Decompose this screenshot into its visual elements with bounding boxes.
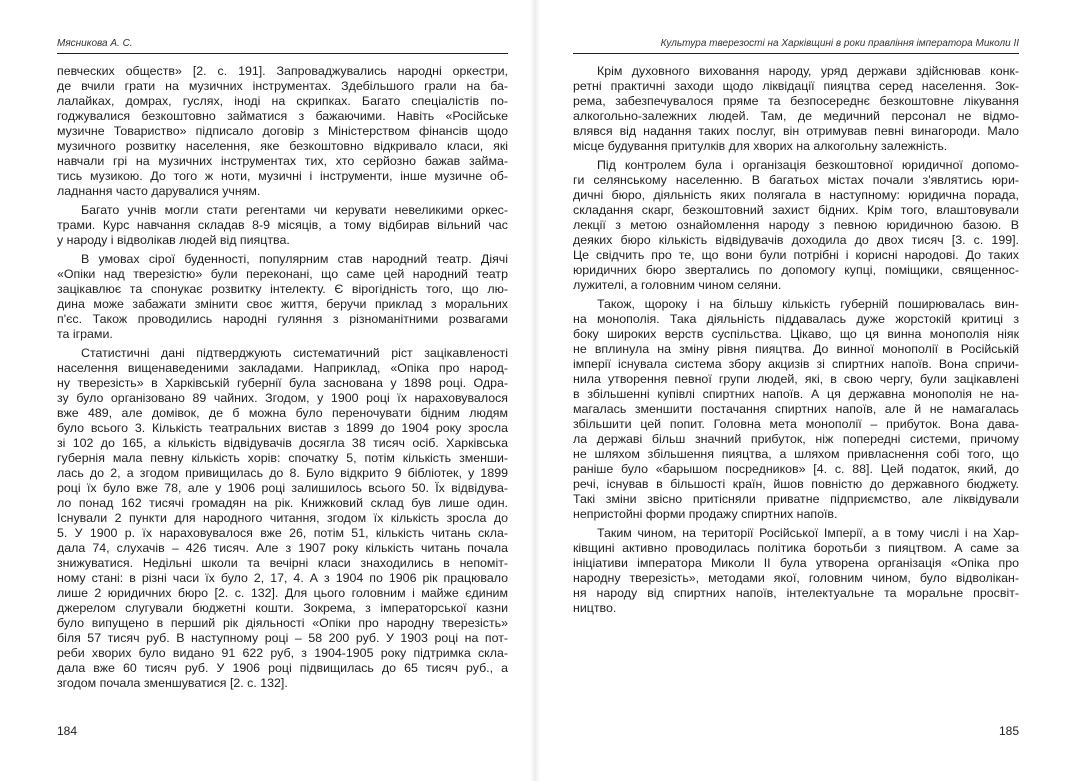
text-line: «Опіки над тверезістю» були переконані, що саме цей народний театр xyxy=(57,267,508,281)
text-line: п'єс. Також проводились народні гуляння з різноманітними розвагами xyxy=(57,312,508,326)
paragraph xyxy=(573,158,1019,293)
text-line: юридичних бюро звертались по допомогу купці, поміщики, священнос- xyxy=(573,263,1019,277)
text-line: складання скарг, безкоштовний захист бідних. Крім того, влаштовували xyxy=(573,203,1019,217)
text-line: ня народу від спиртних напоїв, інтелектуальне та моральне просвіт- xyxy=(573,586,1019,600)
text-line: не шляхом збільшення пияцтва, а шляхом привласнення собі того, що xyxy=(573,447,1019,461)
text-line: народну тверезість», методами якої, головним чином, було відволікан- xyxy=(573,571,1019,585)
page-number: 185 xyxy=(998,724,1019,738)
paragraph xyxy=(57,64,508,199)
text-line: Таким чином, на території Російської Імперії, а в тому числі і на Хар- xyxy=(597,526,1019,540)
paragraph xyxy=(57,203,508,248)
text-line: речі, існував в більшості країн, йшов повністю до державного бюджету. xyxy=(573,477,1019,491)
running-head-author: Мясникова А. С. xyxy=(57,38,508,54)
text-line: у народу і відволікав людей від пияцтва. xyxy=(57,233,290,247)
text-line: деяких бюро кількість відвідувачів доходила до двох тисяч [3. с. 199]. xyxy=(573,233,1019,247)
running-head-title: Культура тверезості на Харківщині в роки правління імператора Миколи II xyxy=(573,38,1019,54)
text-line: році їх було вже 78, але у 1906 році залишилось всього 50. Їх відвідува- xyxy=(57,481,508,495)
text-line: Багато учнів могли стати регентами чи керувати невеликими оркес- xyxy=(81,203,508,217)
text-line: Також, щороку і на більшу кількість губерній поширювалась вин- xyxy=(597,297,1019,311)
text-line: дина може забажати змінити своє життя, беручи приклад з моральних xyxy=(57,297,508,311)
text-line: та іграми. xyxy=(57,327,113,341)
text-line: рема, забезпечувалося пряме та безпосереднє безкоштовне лікування xyxy=(573,94,1019,108)
text-line: згодом почала зменшуватися [2. с. 132]. xyxy=(57,676,288,690)
text-line: місце будування притулків для хворих на алкогольну залежність. xyxy=(573,139,948,153)
text-line: ретні практичні заходи щодо ліквідації пияцтва серед населення. Зок- xyxy=(573,79,1019,93)
text-line: музичне Товариство» підписало договір з Міністерством фінансів щодо xyxy=(57,124,508,138)
page-number: 184 xyxy=(57,724,78,738)
text-line: ну тверезість» в Харківській губернії була заснована у 1898 році. Одра- xyxy=(57,376,508,390)
text-line: навчали грі на музичних інструментах тих, хто серйозно бажав займа- xyxy=(57,154,508,168)
text-line: тись музикою. До того ж ноти, музичні і інструменти, інше музичне об- xyxy=(57,169,508,183)
text-line: алкогольно-залежних людей. Там, де медичний персонал не відмо- xyxy=(573,109,1019,123)
text-line: Це свідчить про те, що вони були потрібні і корисні народові. До таких xyxy=(573,248,1019,262)
text-line: лась до 2, а згодом привищилась до 8. Було відкрито 9 бібліотек, у 1899 xyxy=(57,466,508,480)
text-line: магалась зменшити постачання спиртних напоїв, але й не намагалась xyxy=(573,402,1019,416)
text-line: Такі зміни звісно притісняли приватне підприємство, але ліквідували xyxy=(573,492,1019,506)
text-line: реби хворих було видано 91 622 руб, з 1904-1905 року підтримка скла- xyxy=(57,646,508,660)
text-line: було випущено в перший рік діяльності «Опіки про народну тверезість» xyxy=(57,616,508,630)
text-line: лалайках, домрах, гуслях, іноді на скрипках. Багато спеціалістів по- xyxy=(57,94,508,108)
text-line: музичного розвитку населення, яке безкоштовно відкривало класи, які xyxy=(57,139,508,153)
text-line: ініціативи імператора Миколи II була утворена організація «Опіка про xyxy=(573,556,1019,570)
text-line: населення вищенаведеними закладами. Наприклад, «Опіка про народ- xyxy=(57,361,508,375)
text-line: імперії існувала система збору акцизів зі спиртних напоїв. Вона спричи- xyxy=(573,357,1019,371)
text-line: збільшити цей попит. Головна мета монополії – прибуток. Вона дава- xyxy=(573,417,1019,431)
paragraph xyxy=(57,346,508,691)
text-line: раніше було «барышом посредников» [4. с. 88]. Цей податок, який, до xyxy=(573,462,1019,476)
text-line: влявся від надання таких послуг, він отримував певні винагороди. Мало xyxy=(573,124,1019,138)
text-line: годжувалися безкоштовно займатися з бажаючими. Навіть «Російське xyxy=(57,109,508,123)
left-page xyxy=(57,0,508,781)
right-page xyxy=(573,0,1019,781)
text-line: нила утворення певної групи людей, які, в свою чергу, були зацікавлені xyxy=(573,372,1019,386)
text-line: непристойні форми продажу спиртних напоїв. xyxy=(573,507,838,521)
text-line: ному стані: в різні часи їх було 2, 17, 4. А з 1904 по 1906 рік працювало xyxy=(57,571,508,585)
text-line: не вплинула на зміну рівня пияцтва. До винної монополії в Російській xyxy=(573,342,1019,356)
text-line: ги селянському населенню. В багатьох містах почали з'являтись юри- xyxy=(573,173,1019,187)
text-line: боку широких верств суспільства. Цікаво, що ця винна монополія ніяк xyxy=(573,327,1019,341)
text-line: дала 74, слухачів – 426 тисяч. Але з 1907 року кількість читань почала xyxy=(57,541,508,555)
text-line: 5. У 1900 р. їх нараховувалося вже 26, потім 51, кількість читань скла- xyxy=(57,526,508,540)
text-line: зі 102 до 165, а кількість відвідувачів досягла 38 тисяч осіб. Харківська xyxy=(57,436,508,450)
text-line: на монополія. Така діяльність піддавалась дуже жорстокій критиці з xyxy=(573,312,1019,326)
paragraph xyxy=(573,64,1019,154)
text-line: Статистичні дані підтверджують систематичний ріст зацікавленості xyxy=(81,346,508,360)
text-line: зу було організовано 89 чайних. Згодом, у 1900 році їх нараховувалося xyxy=(57,391,508,405)
text-line: В умовах сірої буденності, популярним став народний театр. Діячі xyxy=(81,252,508,266)
text-line: в збільшенні купівлі спиртних напоїв. А ця державна монополія не на- xyxy=(573,387,1019,401)
text-line: Під контролем була і організація безкоштовної юридичної допомо- xyxy=(597,158,1019,172)
text-line: де вчили грати на музичних інструментах. Здебільшого грали на ба- xyxy=(57,79,508,93)
text-line: ківщині активно проводилась політика боротьби з пияцтвом. А саме за xyxy=(573,541,1019,555)
text-line: лише 2 юридичних бюро [2. с. 132]. Для цього головним і майже єдиним xyxy=(57,586,508,600)
text-line: Існували 2 пункти для народного читання, згодом їх кількість зросла до xyxy=(57,511,508,525)
text-line: губернія мала певну кількість хорів: спочатку 5, потім кількість зменши- xyxy=(57,451,508,465)
text-line: дичні бюро, діяльність яких полягала в наступному: юридична порада, xyxy=(573,188,1019,202)
text-line: знижуватися. Недільні школи та вечірні класи знаходились в непоміт- xyxy=(57,556,508,570)
text-line: лужителі, а головним чином селяни. xyxy=(573,278,782,292)
text-line: джерелом слугували бюджетні кошти. Зокрема, з імператорської казни xyxy=(57,601,508,615)
paragraph xyxy=(573,526,1019,616)
text-line: ладнання часто дарувалися учням. xyxy=(57,184,261,198)
text-line: лекції з метою ознайомлення народу з певною юридичною базою. В xyxy=(573,218,1019,232)
text-line: біля 57 тисяч руб. В наступному році – 58 200 руб. У 1903 році на пот- xyxy=(57,631,508,645)
paragraph xyxy=(573,297,1019,522)
text-line: трами. Курс навчання складав 8-9 місяців, а тому відбирав вільний час xyxy=(57,218,508,232)
text-line: було всього 3. Кількість театральних вистав з 1899 до 1904 року зросла xyxy=(57,421,508,435)
paragraph xyxy=(57,252,508,342)
text-line: ла державі більш значний прибуток, ніж попередні системи, причому xyxy=(573,432,1019,446)
text-line: ництво. xyxy=(573,601,617,615)
text-line: Крім духовного виховання народу, уряд держави здійснював конк- xyxy=(597,64,1019,78)
text-line: певческих обществ» [2. с. 191]. Запроваджувались народні оркестри, xyxy=(57,64,508,78)
page-body xyxy=(573,64,1019,620)
text-line: вже 489, але домівок, де б можна було переночувати бідним людям xyxy=(57,406,508,420)
page-body xyxy=(57,64,508,695)
book-gutter xyxy=(530,0,540,781)
text-line: ло понад 162 тисячі громадян на рік. Книжковий склад був лише один. xyxy=(57,496,508,510)
text-line: зацікавлює та спонукає розвитку інтелекту. Є вірогідність того, що лю- xyxy=(57,282,508,296)
text-line: дала вже 60 тисяч руб. У 1906 році підвищилась до 65 тисяч руб., а xyxy=(57,661,508,675)
